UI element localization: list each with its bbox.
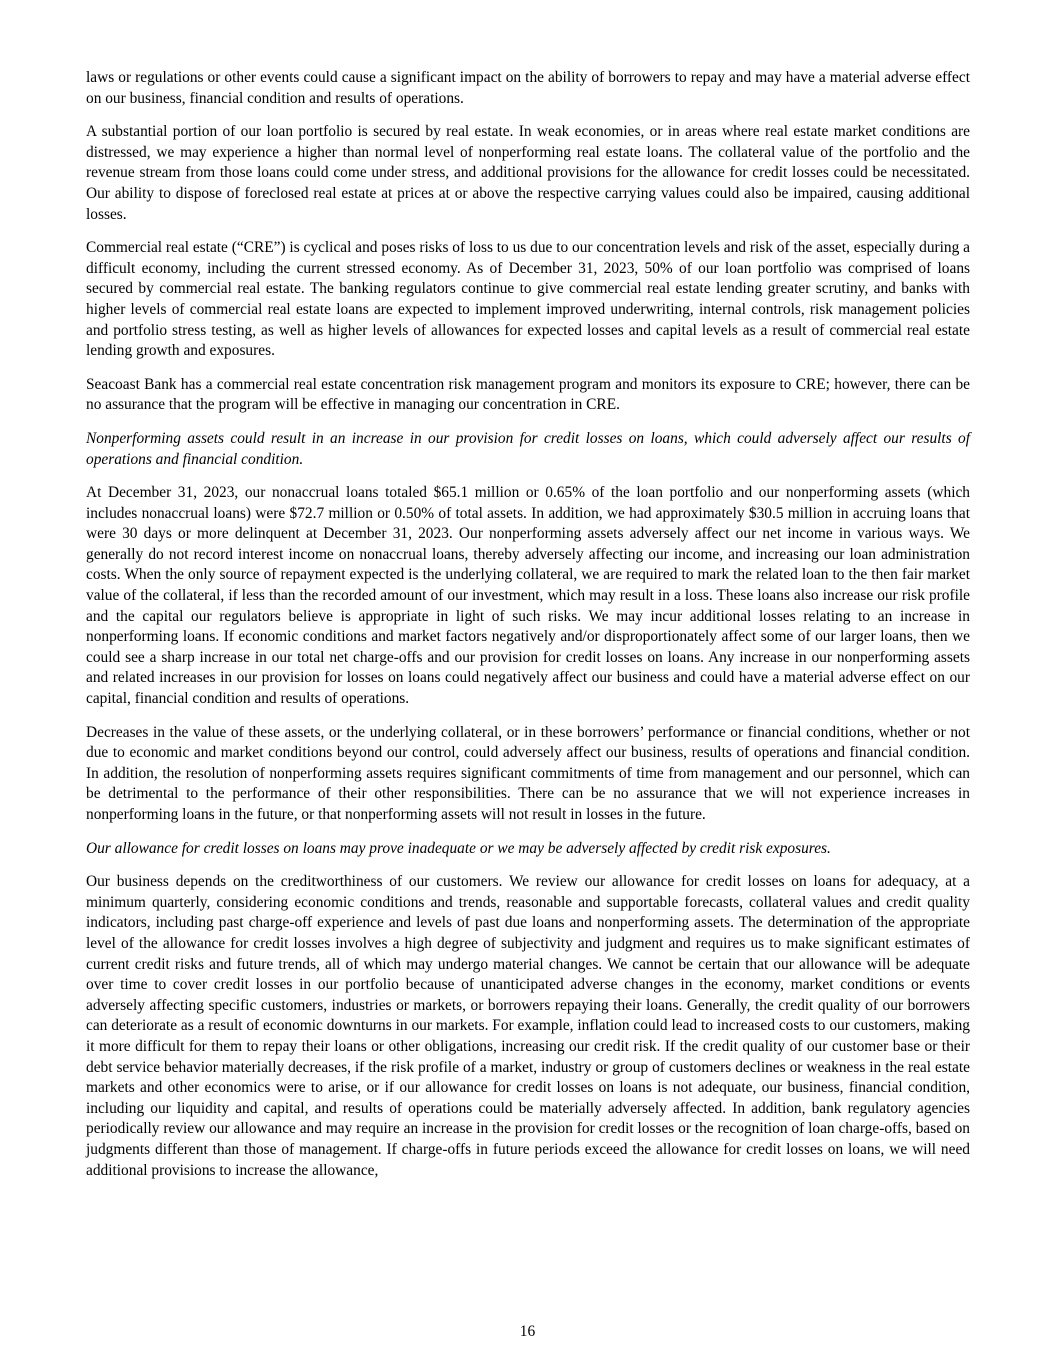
document-body [86,68,970,1194]
paragraph-asset-value-decreases: Decreases in the value of these assets, or the underlying collateral, or in these borrowers’ performance or financial conditions, whether or not due to economic and market conditions beyond our control, could adversely affect our business, results of operations and financial condition. In addition, the resolution of nonperforming assets requires significant commitments of time from management and our personnel, which can be detrimental to the performance of their other responsibilities. There can be no assurance that we will not experience increases in nonperforming loans in the future, or that nonperforming assets will not result in losses in the future. [86,723,970,823]
paragraph-cre-risk-program: Seacoast Bank has a commercial real estate concentration risk management program and monitors its exposure to CRE; however, there can be no assurance that the program will be effective in managing our concentration in CRE. [86,375,970,414]
heading-allowance-credit-losses: Our allowance for credit losses on loans may prove inadequate or we may be adversely affected by credit risk exposures. [86,839,831,857]
paragraph-creditworthiness: Our business depends on the creditworthiness of our customers. We review our allowance for credit losses on loans for adequacy, at a minimum quarterly, considering economic conditions and trends, reasonable and supportable forecasts, collateral values and credit quality indicators, including past charge-off experience and levels of past due loans and nonperforming assets. The determination of the appropriate level of the allowance for credit losses involves a high degree of subjectivity and judgment and requires us to make significant estimates of current credit risks and future trends, all of which may undergo material changes. We cannot be certain that our allowance will be adequate over time to cover credit losses in our portfolio because of unanticipated adverse changes in the economy, market conditions or events adversely affecting specific customers, industries or markets, or borrowers repaying their loans. Generally, the credit quality of our borrowers can deteriorate as a result of economic downturns in our markets. For example, inflation could lead to increased costs to our customers, making it more difficult for them to repay their loans or other obligations, increasing our credit risk. If the credit quality of our customer base or their debt service behavior materially decreases, if the risk profile of a market, industry or group of customers declines or weakness in the real estate markets and other economics were to arise, or if our allowance for credit losses on loans is not adequate, our business, financial condition, including our liquidity and capital, and results of operations could be materially adversely affected. In addition, bank regulatory agencies periodically review our allowance and may require an increase in the provision for credit losses or the recognition of loan charge-offs, based on judgments different than those of management. If charge-offs in future periods exceed the allowance for credit losses on loans, we will need additional provisions to increase the allowance, [86,873,970,1179]
paragraph-real-estate-portfolio: A substantial portion of our loan portfolio is secured by real estate. In weak economies, or in areas where real estate market conditions are distressed, we may experience a higher than normal level of nonperforming real estate loans. The collateral value of the portfolio and the revenue stream from those loans could come under stress, and additional provisions for the allowance for credit losses could be necessitated. Our ability to dispose of foreclosed real estate at prices at or above the respective carrying values could also be impaired, causing additional losses. [86,123,970,223]
page-number: 16 [519,1323,536,1340]
paragraph-commercial-real-estate: Commercial real estate (“CRE”) is cyclical and poses risks of loss to us due to our concentration levels and risk of the asset, especially during a difficult economy, including the current stressed economy. As of December 31, 2023, 50% of our loan portfolio was comprised of loans secured by commercial real estate. The banking regulators continue to give commercial real estate lending greater scrutiny, and banks with higher levels of commercial real estate loans are expected to implement improved underwriting, internal controls, risk management policies and portfolio stress testing, as well as higher levels of allowances for expected losses and capital levels as a result of commercial real estate lending growth and exposures. [86,239,970,360]
paragraph-borrower-repayment: laws or regulations or other events could cause a significant impact on the ability of borrowers to repay and may have a material adverse effect on our business, financial condition and results of operations. [86,69,970,107]
paragraph-nonaccrual-loans: At December 31, 2023, our nonaccrual loans totaled $65.1 million or 0.65% of the loan portfolio and our nonperforming assets (which includes nonaccrual loans) were $72.7 million or 0.50% of total assets. In addition, we had approximately $30.5 million in accruing loans that were 30 days or more delinquent at December 31, 2023. Our nonperforming assets adversely affect our net income in various ways. We generally do not record interest income on nonaccrual loans, thereby adversely affecting our income, and increasing our loan administration costs. When the only source of repayment expected is the underlying collateral, we are required to mark the related loan to the then fair market value of the collateral, if less than the recorded amount of our investment, which may result in a loss. These loans also increase our risk profile and the capital our regulators believe is appropriate in light of such risks. We may incur additional losses relating to an increase in nonperforming loans. If economic conditions and market factors negatively and/or disproportionately affect some of our larger loans, then we could see a sharp increase in our total net charge-offs and our provision for credit losses on loans. Any increase in our nonperforming assets and related increases in our provision for losses on loans could negatively affect our business and could have a material adverse effect on our capital, financial condition and results of operations. [86,484,970,708]
heading-nonperforming-assets: Nonperforming assets could result in an increase in our provision for credit losses on loans, which could adversely affect our results of operations and financial condition. [86,429,970,468]
